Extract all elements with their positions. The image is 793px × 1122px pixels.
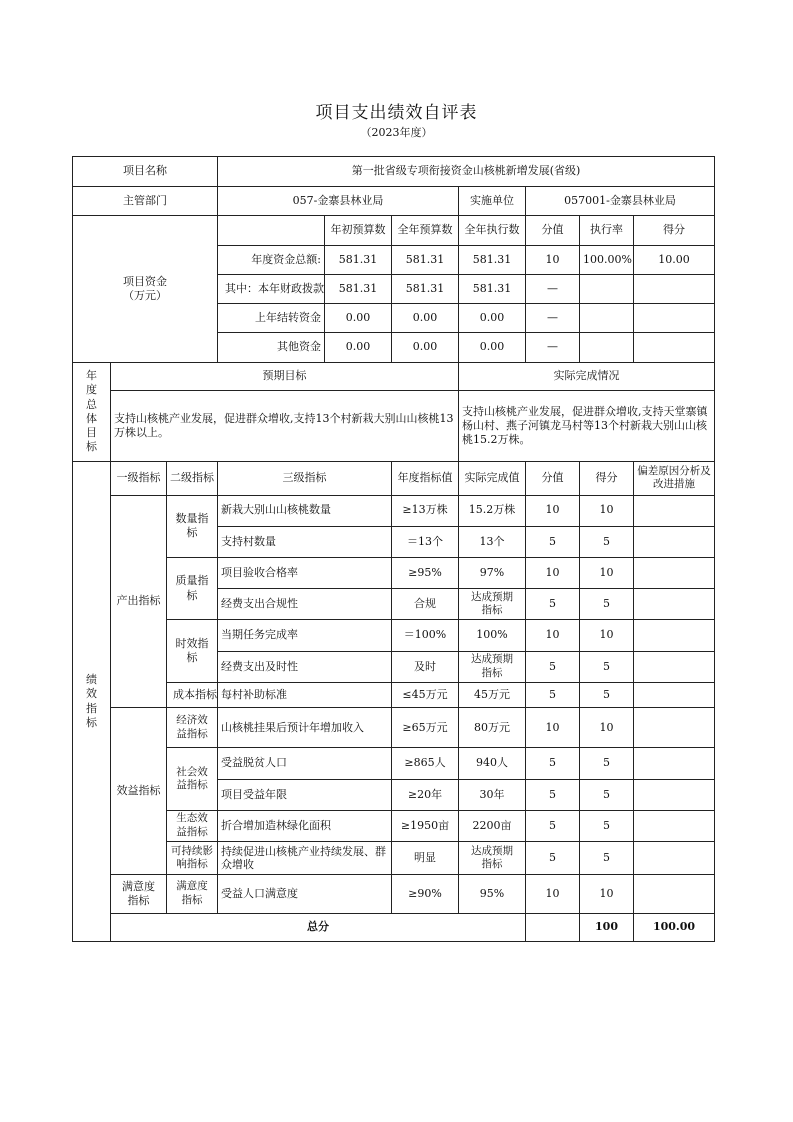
goals-actual-text: 支持山核桃产业发展，促进群众增收,支持天堂寨镇杨山村、燕子河镇龙马村等13个村新栽大别山山核桃15.2万株。 xyxy=(459,390,715,462)
funds-header-4: 执行率 xyxy=(580,216,634,245)
level2-cost: 成本指标 xyxy=(167,682,218,707)
indicator-got: 5 xyxy=(580,810,634,841)
indicator-row xyxy=(73,620,715,651)
level1-satisfaction: 满意度指标 xyxy=(111,875,167,913)
indicator-target: ≤45万元 xyxy=(392,682,459,707)
funds-cell xyxy=(634,274,715,303)
funds-cell: 0.00 xyxy=(459,304,526,333)
indicator-actual: 80万元 xyxy=(459,708,526,748)
indicator-remark xyxy=(634,748,715,779)
funds-cell: 10 xyxy=(526,245,580,274)
funds-cell xyxy=(580,333,634,362)
funds-cell: — xyxy=(526,333,580,362)
funds-header-1: 全年预算数 xyxy=(392,216,459,245)
indicator-got: 10 xyxy=(580,495,634,526)
funds-cell xyxy=(580,274,634,303)
indicator-name: 支持村数量 xyxy=(218,526,392,557)
indicator-name: 受益脱贫人口 xyxy=(218,748,392,779)
indicator-row xyxy=(73,682,715,707)
funds-cell: — xyxy=(526,304,580,333)
goals-content-row xyxy=(73,390,715,462)
indicator-actual: 97% xyxy=(459,557,526,588)
level2-satisfaction: 满意度指标 xyxy=(167,875,218,913)
indicator-target: ＝13个 xyxy=(392,526,459,557)
indicator-score: 10 xyxy=(526,495,580,526)
indicator-name: 折合增加造林绿化面积 xyxy=(218,810,392,841)
funds-cell: 581.31 xyxy=(459,245,526,274)
project-name-label: 项目名称 xyxy=(73,157,218,187)
project-name-value: 第一批省级专项衔接资金山核桃新增发展(省级) xyxy=(218,157,715,187)
goals-label: 年度总体目标 xyxy=(73,362,111,462)
indicator-header: 二级指标 xyxy=(167,462,218,495)
funds-cell: 581.31 xyxy=(459,274,526,303)
funds-header-row xyxy=(73,216,715,245)
indicator-got: 5 xyxy=(580,842,634,875)
level2-economic: 经济效益指标 xyxy=(167,708,218,748)
indicator-header: 三级指标 xyxy=(218,462,392,495)
total-label: 总分 xyxy=(111,913,526,941)
indicator-got: 10 xyxy=(580,875,634,913)
indicator-got: 10 xyxy=(580,708,634,748)
indicator-remark xyxy=(634,526,715,557)
funds-cell: 0.00 xyxy=(325,333,392,362)
funds-cell: — xyxy=(526,274,580,303)
indicator-score: 5 xyxy=(526,810,580,841)
goals-actual-header: 实际完成情况 xyxy=(459,362,715,390)
level2-quality: 质量指标 xyxy=(167,557,218,619)
indicator-score: 10 xyxy=(526,875,580,913)
indicator-remark xyxy=(634,620,715,651)
funds-cell: 100.00% xyxy=(580,245,634,274)
funds-unit: （万元） xyxy=(123,288,167,302)
goals-expected-text: 支持山核桃产业发展，促进群众增收,支持13个村新栽大别山山核桃13万株以上。 xyxy=(111,390,459,462)
indicator-name: 经费支出及时性 xyxy=(218,651,392,682)
indicator-got: 10 xyxy=(580,620,634,651)
indicator-actual: 13个 xyxy=(459,526,526,557)
indicator-name: 受益人口满意度 xyxy=(218,875,392,913)
indicator-name: 新栽大别山山核桃数量 xyxy=(218,495,392,526)
indicator-got: 5 xyxy=(580,779,634,810)
funds-cell: 0.00 xyxy=(392,333,459,362)
page-title: 项目支出绩效自评表 xyxy=(315,103,478,123)
indicator-score: 10 xyxy=(526,620,580,651)
funds-row-label: 年度资金总额: xyxy=(218,245,325,274)
indicator-target: ≥90% xyxy=(392,875,459,913)
indicator-target: 明显 xyxy=(392,842,459,875)
level2-timeliness: 时效指标 xyxy=(167,620,218,682)
funds-cell: 10.00 xyxy=(634,245,715,274)
indicator-header: 一级指标 xyxy=(111,462,167,495)
indicator-row xyxy=(73,748,715,779)
level2-ecological: 生态效益指标 xyxy=(167,810,218,841)
level1-benefit: 效益指标 xyxy=(111,708,167,875)
funds-row-label: 其他资金 xyxy=(218,333,325,362)
indicator-row xyxy=(73,810,715,841)
level1-output: 产出指标 xyxy=(111,495,167,708)
indicator-actual: 15.2万株 xyxy=(459,495,526,526)
page-subtitle: （2023年度） xyxy=(360,126,433,139)
indicator-target: ≥65万元 xyxy=(392,708,459,748)
indicator-actual: 达成预期指标 xyxy=(459,842,526,875)
indicator-header: 偏差原因分析及改进措施 xyxy=(634,462,715,495)
indicator-score: 5 xyxy=(526,779,580,810)
funds-cell xyxy=(580,304,634,333)
indicator-actual: 达成预期指标 xyxy=(459,589,526,620)
indicator-target: ≥1950亩 xyxy=(392,810,459,841)
indicator-name: 经费支出合规性 xyxy=(218,589,392,620)
funds-cell xyxy=(634,304,715,333)
indicator-row xyxy=(73,708,715,748)
indicator-remark xyxy=(634,682,715,707)
indicator-remark xyxy=(634,589,715,620)
indicator-actual: 940人 xyxy=(459,748,526,779)
indicator-target: ≥20年 xyxy=(392,779,459,810)
project-name-row xyxy=(73,157,715,187)
indicator-target: ≥95% xyxy=(392,557,459,588)
funds-label: 项目资金 xyxy=(123,274,167,288)
total-row xyxy=(73,913,715,941)
indicator-name: 持续促进山核桃产业持续发展、群众增收 xyxy=(218,842,392,875)
indicator-got: 5 xyxy=(580,748,634,779)
indicator-row xyxy=(73,495,715,526)
funds-cell: 581.31 xyxy=(325,245,392,274)
indicator-remark xyxy=(634,495,715,526)
impl-label: 实施单位 xyxy=(459,187,526,216)
funds-cell: 581.31 xyxy=(325,274,392,303)
indicator-header: 得分 xyxy=(580,462,634,495)
dept-value: 057-金寨县林业局 xyxy=(218,187,459,216)
funds-cell: 0.00 xyxy=(459,333,526,362)
indicator-actual: 100% xyxy=(459,620,526,651)
indicator-header: 实际完成值 xyxy=(459,462,526,495)
level2-social: 社会效益指标 xyxy=(167,748,218,810)
indicator-actual: 2200亩 xyxy=(459,810,526,841)
level2-quantity: 数量指标 xyxy=(167,495,218,557)
funds-header-5: 得分 xyxy=(634,216,715,245)
evaluation-table xyxy=(72,156,715,942)
indicator-name: 山核桃挂果后预计年增加收入 xyxy=(218,708,392,748)
indicator-name: 当期任务完成率 xyxy=(218,620,392,651)
indicator-remark xyxy=(634,557,715,588)
indicator-target: ≥865人 xyxy=(392,748,459,779)
goals-header-row xyxy=(73,362,715,390)
indicator-got: 5 xyxy=(580,651,634,682)
total-score: 100 xyxy=(580,913,634,941)
total-got: 100.00 xyxy=(634,913,715,941)
indicator-score: 5 xyxy=(526,526,580,557)
indicator-got: 10 xyxy=(580,557,634,588)
indicator-target: ≥13万株 xyxy=(392,495,459,526)
indicator-row xyxy=(73,842,715,875)
indicator-header-row xyxy=(73,462,715,495)
level2-sustainable: 可持续影响指标 xyxy=(167,842,218,875)
indicator-got: 5 xyxy=(580,682,634,707)
indicator-header: 年度指标值 xyxy=(392,462,459,495)
dept-label: 主管部门 xyxy=(73,187,218,216)
indicator-target: 及时 xyxy=(392,651,459,682)
indicator-name: 项目受益年限 xyxy=(218,779,392,810)
funds-header-0: 年初预算数 xyxy=(325,216,392,245)
funds-cell: 0.00 xyxy=(392,304,459,333)
indicators-label: 绩效指标 xyxy=(73,462,111,942)
indicator-score: 5 xyxy=(526,682,580,707)
indicator-actual: 45万元 xyxy=(459,682,526,707)
funds-header-2: 全年执行数 xyxy=(459,216,526,245)
funds-header-blank xyxy=(218,216,325,245)
indicator-actual: 达成预期指标 xyxy=(459,651,526,682)
indicator-score: 5 xyxy=(526,842,580,875)
indicator-got: 5 xyxy=(580,589,634,620)
indicator-header: 分值 xyxy=(526,462,580,495)
total-blank xyxy=(526,913,580,941)
indicator-actual: 30年 xyxy=(459,779,526,810)
indicator-score: 5 xyxy=(526,748,580,779)
funds-label-cell xyxy=(73,216,218,362)
indicator-row xyxy=(73,557,715,588)
indicator-remark xyxy=(634,708,715,748)
indicator-score: 10 xyxy=(526,557,580,588)
funds-row-label: 其中：本年财政拨款 xyxy=(218,274,325,303)
indicator-remark xyxy=(634,651,715,682)
indicator-target: ＝100% xyxy=(392,620,459,651)
indicator-actual: 95% xyxy=(459,875,526,913)
indicator-remark xyxy=(634,779,715,810)
indicator-target: 合规 xyxy=(392,589,459,620)
indicator-remark xyxy=(634,875,715,913)
indicator-score: 5 xyxy=(526,589,580,620)
funds-cell xyxy=(634,333,715,362)
indicator-score: 5 xyxy=(526,651,580,682)
indicator-remark xyxy=(634,810,715,841)
funds-row-label: 上年结转资金 xyxy=(218,304,325,333)
funds-cell: 0.00 xyxy=(325,304,392,333)
funds-cell: 581.31 xyxy=(392,274,459,303)
funds-cell: 581.31 xyxy=(392,245,459,274)
indicator-got: 5 xyxy=(580,526,634,557)
impl-value: 057001-金寨县林业局 xyxy=(526,187,715,216)
indicator-remark xyxy=(634,842,715,875)
indicator-name: 每村补助标准 xyxy=(218,682,392,707)
indicator-row xyxy=(73,875,715,913)
funds-header-3: 分值 xyxy=(526,216,580,245)
indicator-name: 项目验收合格率 xyxy=(218,557,392,588)
indicator-score: 10 xyxy=(526,708,580,748)
department-row xyxy=(73,187,715,216)
goals-expected-header: 预期目标 xyxy=(111,362,459,390)
